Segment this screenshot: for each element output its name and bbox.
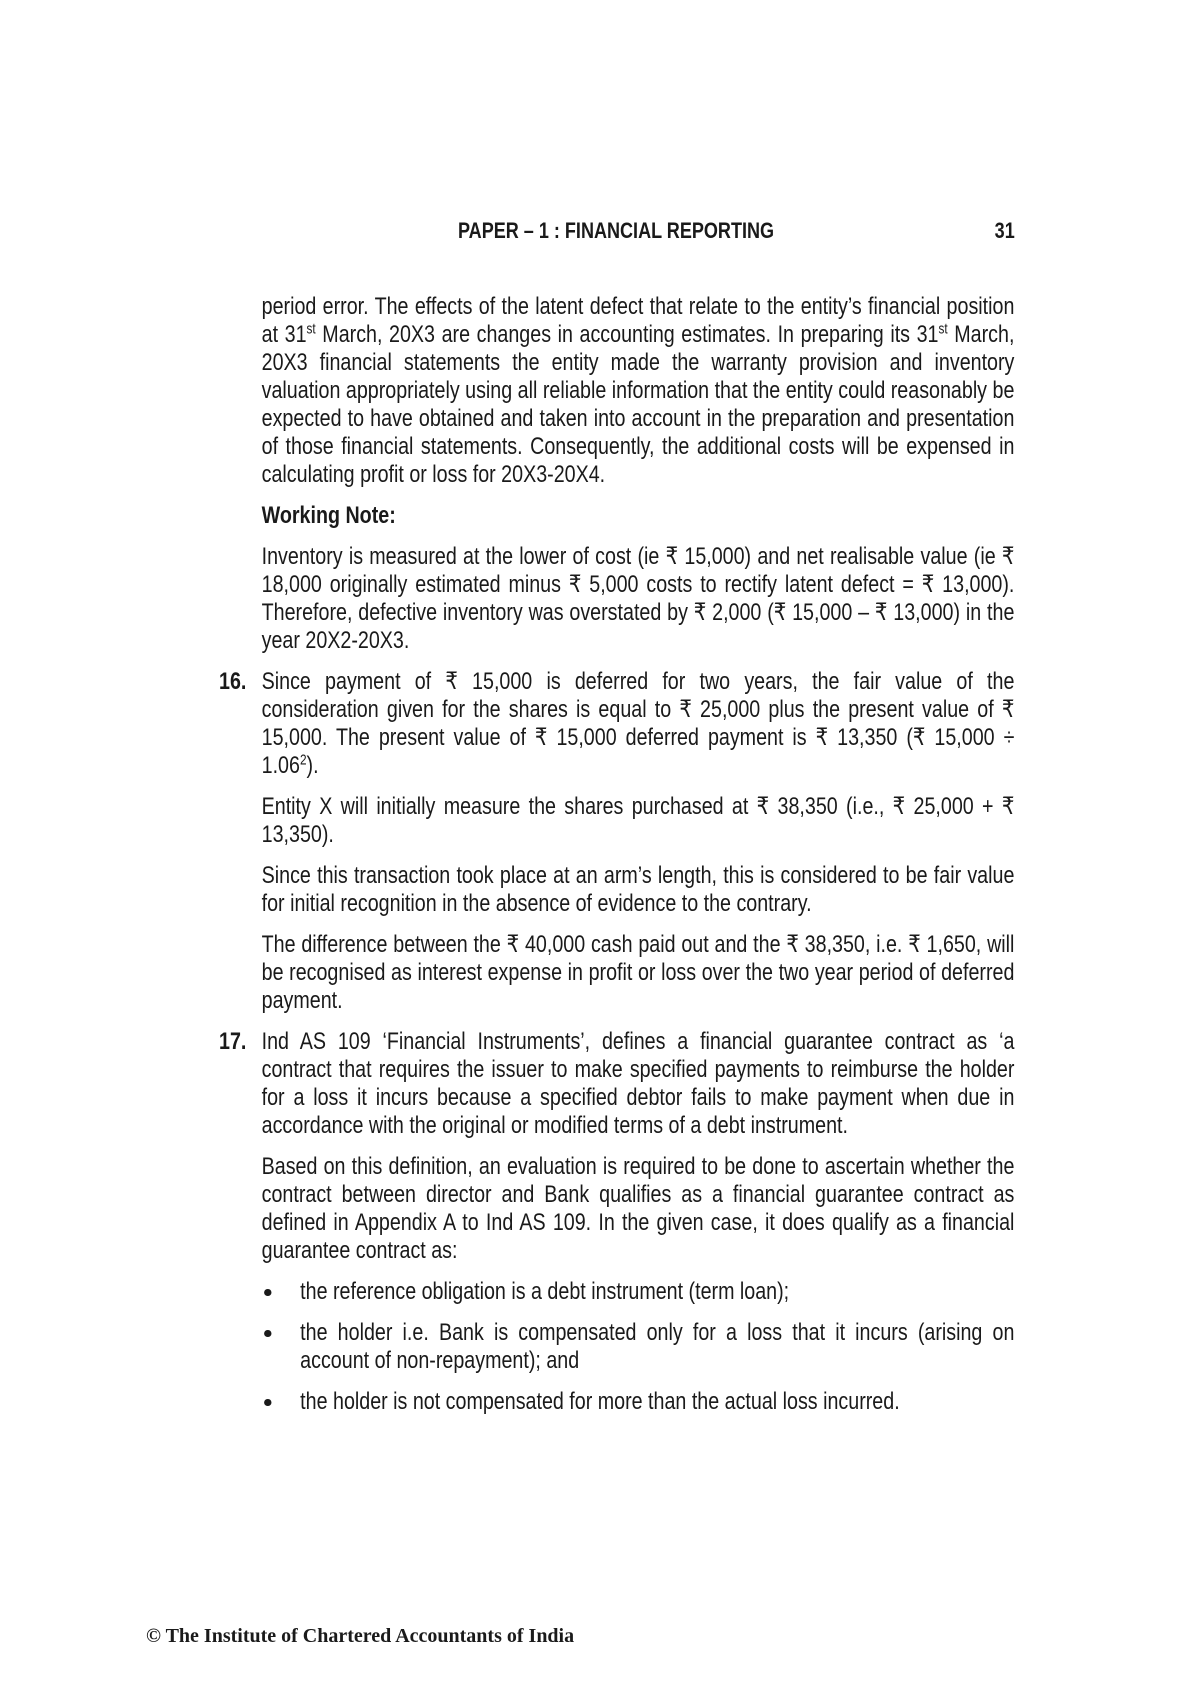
exponent-superscript: 2 [299, 752, 307, 769]
answer-16-paragraph-1 [262, 668, 1015, 780]
paragraph-text: ). [306, 752, 319, 779]
answer-16-paragraph-2: Entity X will initially measure the shares purchased at ₹ 38,350 (i.e., ₹ 25,000 + ₹ 13,350). [261, 793, 1015, 848]
answer-body [219, 293, 1014, 1416]
list-item-text: the reference obligation is a debt instrument (term loan); [300, 1278, 790, 1305]
bullet-icon [264, 1289, 271, 1296]
answer-16-paragraph-4: The difference between the ₹ 40,000 cash paid out and the ₹ 38,350, i.e. ₹ 1,650, will be recognised as interest expense in profit or loss over the two year period of deferred payment. [261, 931, 1015, 1014]
continuation-paragraph [262, 293, 1015, 489]
working-note-paragraph: Inventory is measured at the lower of cost (ie ₹ 15,000) and net realisable value (ie ₹ 18,000 originally estimated minus ₹ 5,000 costs to rectify latent defect = ₹ 13,000). Therefore, defective inventory was overstated by ₹ 2,000 (₹ 15,000 – ₹ 13,000) in the year 20X2-20X3. [261, 543, 1015, 654]
list-item-text: the holder i.e. Bank is compensated only for a loss that it incurs (arising on account of non-repayment); and [300, 1319, 1015, 1374]
bullet-icon [264, 1399, 271, 1406]
answer-16-paragraph-3: Since this transaction took place at an arm’s length, this is considered to be fair value for initial recognition in the absence of evidence to the contrary. [261, 862, 1015, 917]
bullet-icon [264, 1330, 271, 1337]
answer-number: 17. [219, 1028, 247, 1055]
list-item [219, 1319, 1014, 1375]
page-header [262, 217, 1015, 245]
answer-number: 16. [219, 668, 247, 695]
ordinal-superscript: st [306, 321, 316, 338]
running-title: PAPER – 1 : FINANCIAL REPORTING [457, 218, 775, 243]
list-item [219, 1278, 1014, 1306]
working-note-heading: Working Note: [261, 502, 396, 529]
paragraph-text: March, 20X3 are changes in accounting estimates. In preparing its 31 [315, 321, 939, 348]
answer-17 [219, 1028, 1014, 1416]
copyright-footer: © The Institute of Chartered Accountants of India [146, 1625, 575, 1647]
answer-17-paragraph-2: Based on this definition, an evaluation is required to be done to ascertain whether the contract between director and Bank qualifies as a financial guarantee contract as defined in Appendix A to Ind AS 109. In the given case, it does qualify as a financial guarantee contract as: [261, 1153, 1015, 1264]
list-item [219, 1388, 1014, 1416]
list-item-text: the holder is not compensated for more than the actual loss incurred. [300, 1388, 900, 1415]
paragraph-text: period error. The effects of the latent defect that relate to the entity’s financial position at 31 [261, 293, 1015, 348]
paragraph-text: March, 20X3 financial statements the entity made the warranty provision and inventory valuation appropriately using all reliable information that the entity could reasonably be expected to have obtained and taken into account in the preparation and presentation of those financial statements. Consequently, the additional costs will be expensed in calculating profit or loss for 20X3-20X4. [261, 321, 1015, 488]
page-number: 31 [994, 218, 1015, 243]
ordinal-superscript: st [938, 321, 948, 338]
answer-17-paragraph-1: Ind AS 109 ‘Financial Instruments’, defines a financial guarantee contract as ‘a contract that requires the issuer to make specified payments to reimburse the holder for a loss it incurs because a specified debtor fails to make payment when due in accordance with the original or modified terms of a debt instrument. [261, 1028, 1015, 1139]
answer-16 [219, 668, 1014, 1015]
bullet-list [219, 1278, 1014, 1416]
paragraph-text: Since payment of ₹ 15,000 is deferred for two years, the fair value of the consideration given for the shares is equal to ₹ 25,000 plus the present value of ₹ 15,000. The present value of ₹ 15,000 deferred payment is ₹ 13,350 (₹ 15,000 ÷ 1.06 [261, 668, 1015, 779]
